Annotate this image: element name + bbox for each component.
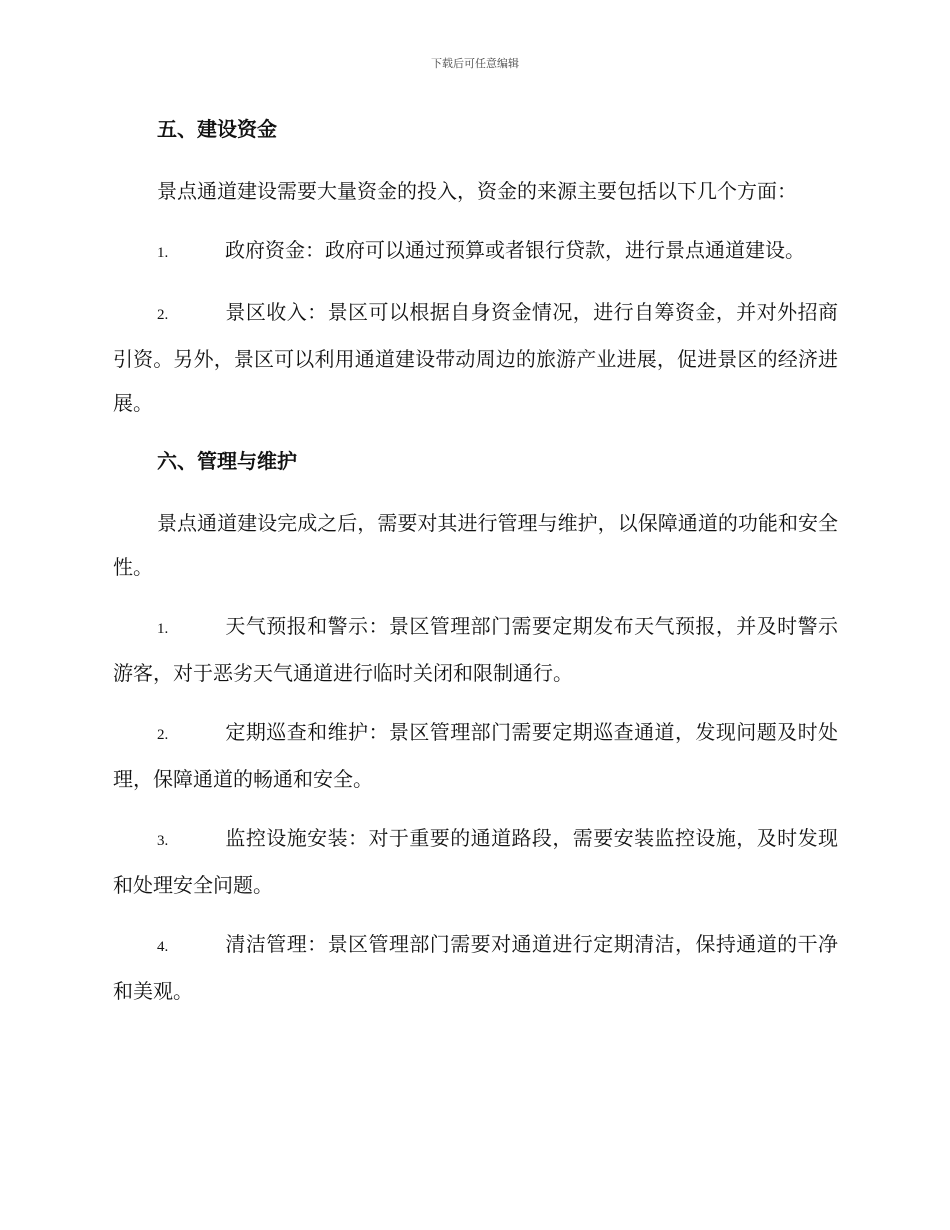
document-body xyxy=(113,108,838,1028)
list-item xyxy=(113,710,838,801)
section-heading-funding: 五、建设资金 xyxy=(157,117,277,141)
list-item-number: 2. xyxy=(157,307,169,323)
list-item xyxy=(113,922,838,1013)
list-item-text: 清洁管理：景区管理部门需要对通道进行定期清洁，保持通道的干净和美观。 xyxy=(113,932,838,1003)
list-item-number: 3. xyxy=(157,833,169,849)
page-header: 下载后可任意编辑 xyxy=(431,57,519,70)
list-item xyxy=(113,290,838,425)
list-item-number: 1. xyxy=(157,245,169,261)
list-item-text: 定期巡查和维护：景区管理部门需要定期巡查通道，发现问题及时处理，保障通道的畅通和安全。 xyxy=(113,720,838,791)
section-intro-management: 景点通道建设完成之后，需要对其进行管理与维护，以保障通道的功能和安全性。 xyxy=(113,511,838,579)
section-intro-funding: 景点通道建设需要大量资金的投入，资金的来源主要包括以下几个方面： xyxy=(157,179,797,203)
section-heading-management: 六、管理与维护 xyxy=(157,449,297,473)
list-item xyxy=(113,228,838,275)
list-item-text: 天气预报和警示：景区管理部门需要定期发布天气预报，并及时警示游客，对于恶劣天气通道进行临时关闭和限制通行。 xyxy=(113,614,838,685)
list-item-number: 4. xyxy=(157,939,169,955)
list-item xyxy=(113,816,838,907)
list-item xyxy=(113,604,838,695)
list-item-number: 2. xyxy=(157,727,169,743)
list-item-text: 政府资金：政府可以通过预算或者银行贷款，进行景点通道建设。 xyxy=(225,238,805,262)
list-item-text: 监控设施安装：对于重要的通道路段，需要安装监控设施，及时发现和处理安全问题。 xyxy=(113,826,838,897)
list-item-number: 1. xyxy=(157,621,169,637)
list-item-text: 景区收入：景区可以根据自身资金情况，进行自筹资金，并对外招商引资。另外，景区可以利用通道建设带动周边的旅游产业进展，促进景区的经济进展。 xyxy=(113,300,838,415)
